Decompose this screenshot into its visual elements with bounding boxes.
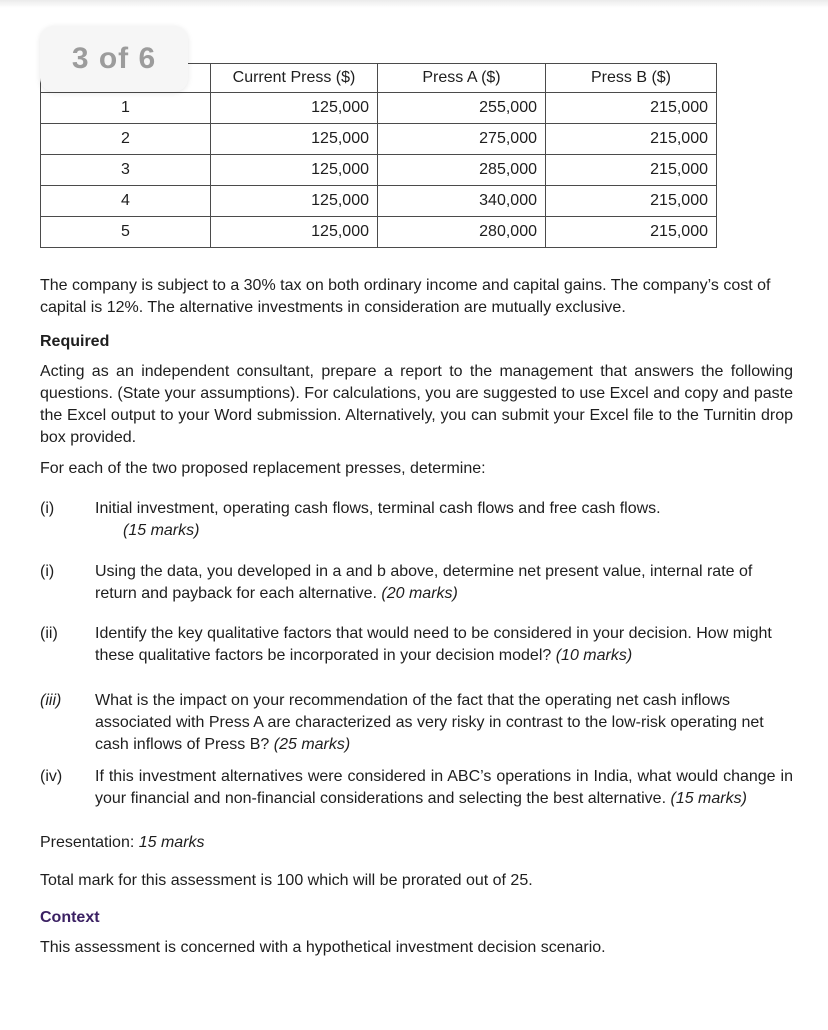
item-marker: (i) — [40, 500, 55, 517]
cell-press-a: 280,000 — [378, 217, 546, 248]
table-row — [41, 155, 717, 186]
item-marks: (25 marks) — [273, 736, 351, 753]
cell-press-b: 215,000 — [546, 186, 717, 217]
cell-current: 125,000 — [211, 186, 378, 217]
item-text — [95, 766, 793, 810]
cell-current: 125,000 — [211, 124, 378, 155]
cell-year: 2 — [41, 124, 211, 155]
item-marks: (20 marks) — [381, 585, 458, 602]
presentation-line — [40, 832, 793, 854]
presentation-label: Presentation: — [40, 834, 135, 851]
question-item-2 — [40, 561, 793, 605]
item-text-main: Identify the key qualitative factors that would need to be considered in your decision. How might these qualitative factors be incorporated in your decision model? — [95, 625, 772, 664]
item-marks: (15 marks) — [123, 522, 200, 539]
item-marker: (iii) — [40, 692, 62, 709]
table-row — [41, 217, 717, 248]
cell-press-b: 215,000 — [546, 93, 717, 124]
presentation-marks: 15 marks — [138, 834, 205, 851]
cell-press-b: 215,000 — [546, 217, 717, 248]
item-text — [95, 623, 793, 667]
header-press-a: Press A ($) — [378, 64, 546, 93]
item-text — [95, 498, 793, 542]
cell-press-b: 215,000 — [546, 155, 717, 186]
required-heading: Required — [40, 333, 110, 350]
table-row — [41, 93, 717, 124]
instructions-paragraph: Acting as an independent consultant, prepare a report to the management that answers the following questions. (State your assumptions). For calculations, you are suggested to use Excel and copy and paste the Excel output to your Word submission. Alternatively, you can submit your Excel file to the Turnitin drop box provided. — [40, 363, 793, 446]
question-item-3 — [40, 623, 793, 667]
header-press-b: Press B ($) — [546, 64, 717, 93]
document-content — [0, 63, 828, 959]
table-row — [41, 186, 717, 217]
item-marks: (15 marks) — [670, 790, 747, 807]
question-item-1 — [40, 498, 793, 542]
page-number-badge — [40, 26, 188, 92]
cell-year: 3 — [41, 155, 211, 186]
header-current-press: Current Press ($) — [211, 64, 378, 93]
question-item-5 — [40, 766, 793, 810]
item-marker: (i) — [40, 563, 55, 580]
for-each-paragraph: For each of the two proposed replacement presses, determine: — [40, 460, 486, 477]
cell-current: 125,000 — [211, 217, 378, 248]
item-text-main: Initial investment, operating cash flows, terminal cash flows and free cash flows. — [95, 500, 661, 517]
item-text-main: If this investment alternatives were considered in ABC’s operations in India, what would change in your financial and non-financial considerations and selecting the best alternative. — [95, 768, 793, 807]
cell-current: 125,000 — [211, 93, 378, 124]
cell-press-a: 255,000 — [378, 93, 546, 124]
item-text — [95, 690, 793, 756]
cell-year: 5 — [41, 217, 211, 248]
cell-year: 1 — [41, 93, 211, 124]
context-heading: Context — [40, 909, 100, 926]
item-text-main: What is the impact on your recommendation of the fact that the operating net cash inflows associated with Press A are characterized as very risky in contrast to the low-risk operating net cash inflows of Press B? — [95, 692, 764, 753]
cell-press-b: 215,000 — [546, 124, 717, 155]
tax-paragraph: The company is subject to a 30% tax on both ordinary income and capital gains. The company’s cost of capital is 12%. The alternative investments in consideration are mutually exclusive. — [40, 277, 771, 316]
cell-year: 4 — [41, 186, 211, 217]
table-row — [41, 124, 717, 155]
cell-press-a: 275,000 — [378, 124, 546, 155]
item-text-main: Using the data, you developed in a and b above, determine net present value, internal rate of return and payback for each alternative. — [95, 563, 753, 602]
question-item-4 — [40, 690, 793, 756]
item-marks: (10 marks) — [555, 647, 633, 664]
item-marker: (iv) — [40, 768, 63, 785]
cell-press-a: 340,000 — [378, 186, 546, 217]
cell-press-a: 285,000 — [378, 155, 546, 186]
top-shadow — [0, 0, 828, 8]
total-mark-line: Total mark for this assessment is 100 which will be prorated out of 25. — [40, 872, 533, 889]
context-paragraph: This assessment is concerned with a hypothetical investment decision scenario. — [40, 939, 606, 956]
item-marker: (ii) — [40, 625, 58, 642]
cell-current: 125,000 — [211, 155, 378, 186]
item-text — [95, 561, 793, 605]
page-number-label: 3 of 6 — [71, 42, 157, 75]
